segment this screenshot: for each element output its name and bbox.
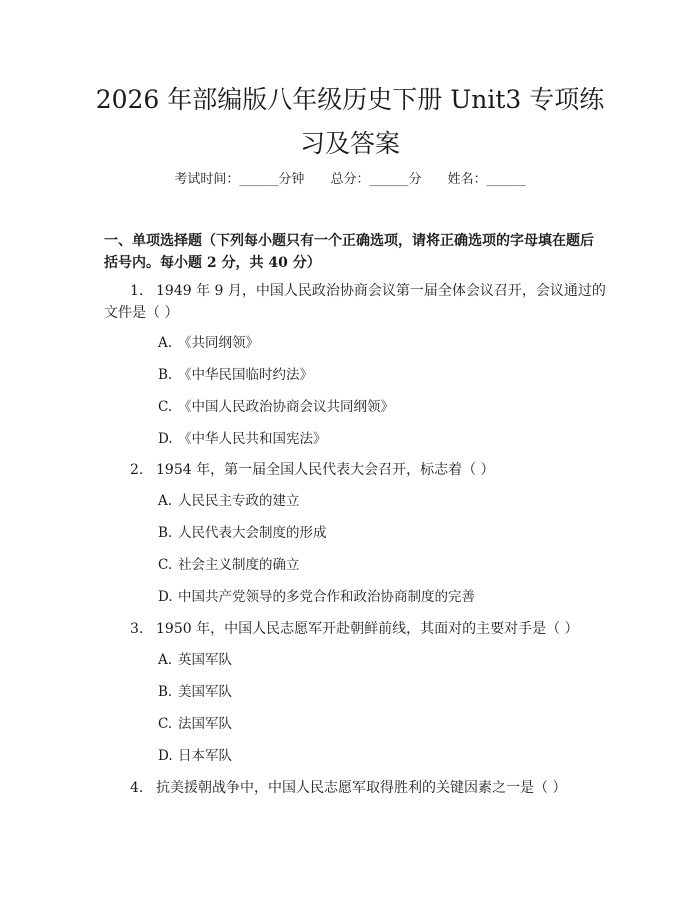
option-1a (158, 333, 259, 353)
exam-name: 姓名：______ (447, 172, 526, 187)
question-number: 2. (130, 462, 144, 478)
option-text: 美国军队 (178, 684, 232, 700)
option-letter: C. (158, 716, 173, 732)
option-text: 社会主义制度的确立 (178, 557, 300, 573)
option-letter: B. (158, 684, 173, 700)
option-3b (158, 682, 232, 702)
option-letter: D. (158, 748, 173, 764)
option-1d (158, 429, 327, 449)
title-line-2: 习及答案 (299, 129, 400, 158)
option-letter: C. (158, 557, 173, 573)
option-letter: B. (158, 525, 173, 541)
option-letter: A. (158, 493, 173, 509)
exam-meta (0, 168, 700, 187)
option-3d (158, 746, 232, 766)
document-title (60, 78, 640, 166)
option-2a (158, 491, 300, 511)
option-text: 《中华人民共和国宪法》 (178, 431, 327, 447)
question-stem: 1949 年 9 月，中国人民政治协商会议第一届全体会议召开，会议通过的 (156, 283, 606, 299)
option-2b (158, 523, 327, 543)
option-text: 《共同纲领》 (178, 335, 259, 351)
option-text: 《中华民国临时约法》 (178, 367, 313, 383)
question-stem-continued: 文件是（ ） (104, 305, 179, 321)
option-text: 人民民主专政的建立 (178, 493, 300, 509)
question-stem: 1950 年，中国人民志愿军开赴朝鲜前线，其面对的主要对手是（ ） (156, 621, 579, 637)
option-letter: D. (158, 431, 173, 447)
question-number: 1. (130, 283, 144, 299)
option-2d (158, 587, 475, 607)
option-letter: D. (158, 589, 173, 605)
option-letter: B. (158, 367, 173, 383)
option-1c (158, 397, 394, 417)
option-letter: C. (158, 399, 173, 415)
option-letter: A. (158, 335, 173, 351)
option-3a (158, 650, 232, 670)
exam-score: 总分：______分 (330, 172, 422, 187)
question-stem: 抗美援朝战争中，中国人民志愿军取得胜利的关键因素之一是（ ） (156, 780, 567, 796)
title-line-1: 2026 年部编版八年级历史下册 Unit3 专项练 (95, 85, 605, 114)
option-text: 人民代表大会制度的形成 (178, 525, 327, 541)
question-number: 3. (130, 621, 144, 637)
section-heading: 一、单项选择题（下列每小题只有一个正确选项，请将正确选项的字母填在题后括号内。每小题 2 分，共 40 分） (104, 233, 594, 271)
question-stem: 1954 年，第一届全国人民代表大会召开，标志着（ ） (156, 462, 495, 478)
option-text: 《中国人民政治协商会议共同纲领》 (178, 399, 394, 415)
option-letter: A. (158, 652, 173, 668)
option-2c (158, 555, 300, 575)
option-text: 日本军队 (178, 748, 232, 764)
option-1b (158, 365, 313, 385)
option-text: 中国共产党领导的多党合作和政治协商制度的完善 (178, 589, 475, 605)
exam-time: 考试时间：______分钟 (174, 172, 305, 187)
option-text: 英国军队 (178, 652, 232, 668)
option-text: 法国军队 (178, 716, 232, 732)
question-number: 4. (130, 780, 144, 796)
option-3c (158, 714, 232, 734)
